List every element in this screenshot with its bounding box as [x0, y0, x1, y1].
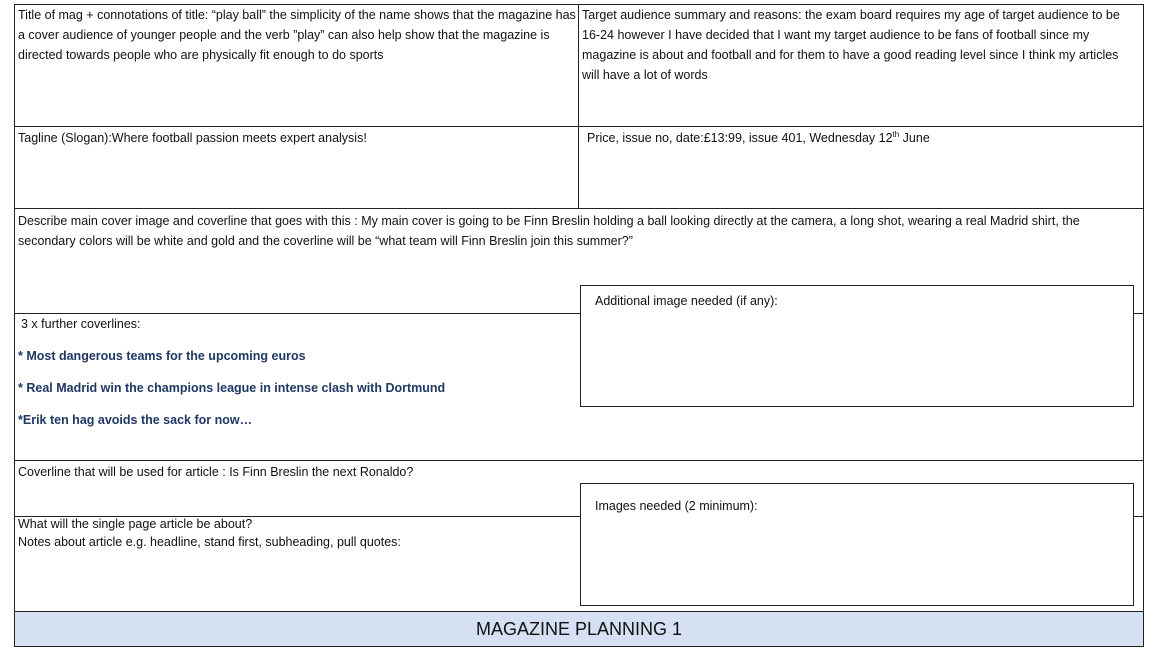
main-cover-image-text: Describe main cover image and coverline that goes with this : My main cover is going to be Finn Breslin holding a ball looking directly at the camera, a long shot, wearing a real Madrid shirt, the secondary colors will be white and gold and the coverline will be “what team will Finn Breslin join this summer?”	[18, 214, 1080, 248]
grid-line-h5-right	[1133, 516, 1144, 517]
article-notes-text: Notes about article e.g. headline, stand first, subheading, pull quotes:	[18, 535, 401, 549]
banner-title: MAGAZINE PLANNING 1	[475, 619, 683, 639]
article-about-text: What will the single page article be about?	[18, 517, 253, 531]
grid-line-h1	[14, 126, 1144, 127]
price-suffix: June	[899, 131, 930, 145]
target-audience-text: Target audience summary and reasons: the exam board requires my age of target audience to be 16-24 however I have decided that I want my target audience to be fans of football since my magazine is about and football and for them to have a good reading level since I think my articles will have a lot of words	[582, 8, 1120, 82]
grid-line-h3-right	[1133, 313, 1144, 314]
coverline-item-3: *Erik ten hag avoids the sack for now…	[18, 413, 253, 427]
tagline-text: Tagline (Slogan):Where football passion meets expert analysis!	[18, 131, 367, 145]
magazine-planning-banner	[14, 611, 1144, 647]
coverline-item-1: * Most dangerous teams for the upcoming euros	[18, 349, 306, 363]
price-prefix: Price, issue no, date:£13:99, issue 401, Wednesday 12	[587, 131, 893, 145]
title-connotations-text: Title of mag + connotations of title: “play ball” the simplicity of the name shows that the magazine has a cover audience of younger people and the verb ”play” can also help show that the magazine is directed towards people who are physically fit enough to do sports	[18, 8, 576, 62]
grid-line-right	[1143, 4, 1144, 611]
additional-image-box	[580, 285, 1134, 407]
images-needed-label: Images needed (2 minimum):	[595, 499, 758, 513]
further-coverlines-label: 3 x further coverlines:	[21, 317, 141, 331]
coverline-item-2: * Real Madrid win the champions league in intense clash with Dortmund	[18, 381, 446, 395]
grid-line-h4	[14, 460, 1144, 461]
date-ordinal-sup: th	[892, 129, 900, 139]
grid-line-mid-vertical	[578, 4, 579, 209]
grid-line-h2	[14, 208, 1144, 209]
images-needed-box	[580, 483, 1134, 606]
additional-image-label: Additional image needed (if any):	[595, 294, 778, 308]
grid-line-left	[14, 4, 15, 611]
article-coverline-text: Coverline that will be used for article : Is Finn Breslin the next Ronaldo?	[18, 465, 414, 479]
price-issue-date-text	[587, 128, 1137, 148]
